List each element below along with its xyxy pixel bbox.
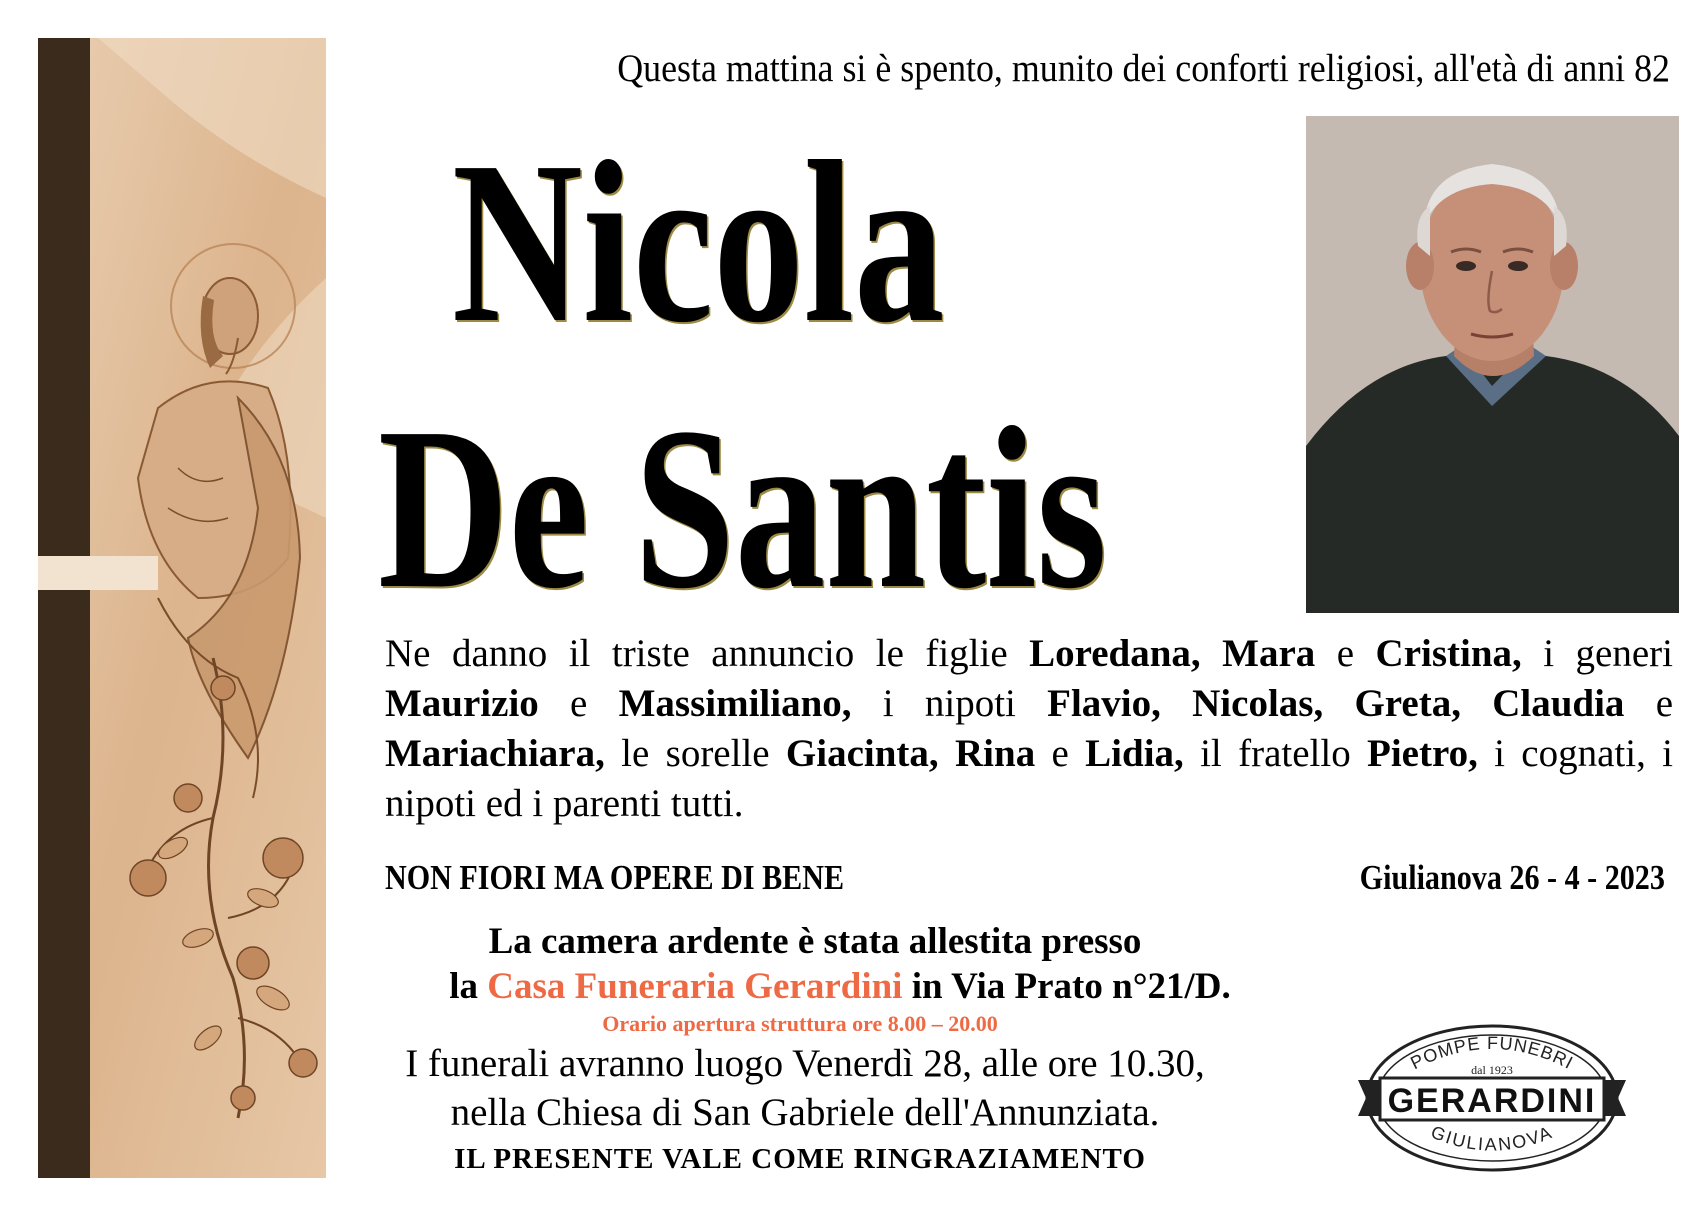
relative-name: Loredana, xyxy=(1029,632,1201,675)
no-flowers-notice: NON FIORI MA OPERE DI BENE xyxy=(385,858,845,897)
cross-band xyxy=(38,38,90,1178)
opening-hours: Orario apertura struttura ore 8.00 – 20.00 xyxy=(602,1011,998,1036)
relative-name: Giacinta, xyxy=(785,732,939,775)
deceased-last-name: De Santis xyxy=(378,380,1107,637)
relative-name: Flavio, xyxy=(1047,682,1161,725)
portrait-photo xyxy=(1306,116,1679,613)
cross-arm xyxy=(38,556,158,590)
announcement-text: Ne danno il triste annuncio le figlie Loredana, Mara e Cristina, i generi Maurizio e Massimiliano, i nipoti Flavio, Nicolas, Greta, Claudia e Mariachiara, le sorelle Giacinta, Rina e Lidia, il fratello Pietro, i cognati, i nipoti ed i parenti tutti. xyxy=(385,632,1673,825)
religious-illustration xyxy=(38,38,326,1178)
logo-since-text: dal 1923 xyxy=(1471,1063,1513,1077)
relative-name: Claudia xyxy=(1492,682,1625,725)
deceased-first-name: Nicola xyxy=(452,114,945,371)
relative-name: Mariachiara, xyxy=(385,732,605,775)
relative-name: Cristina, xyxy=(1375,632,1522,675)
relative-name: Maurizio xyxy=(385,682,539,725)
logo-city-text: GIULIANOVA xyxy=(1428,1121,1556,1155)
funeral-home-logo xyxy=(1352,1018,1632,1178)
logo-name-text: GERARDINI xyxy=(1387,1082,1597,1120)
funeral-home-name: Casa Funeraria Gerardini xyxy=(487,966,903,1007)
relative-name: Rina xyxy=(955,732,1036,775)
relative-name: Lidia, xyxy=(1085,732,1184,775)
chamber-line-2: la Casa Funeraria Gerardini in Via Prato n°21/D. xyxy=(449,966,1231,1007)
relative-name: Pietro, xyxy=(1367,732,1478,775)
funeral-line-2: nella Chiesa di San Gabriele dell'Annunziata. xyxy=(450,1091,1160,1134)
relative-name: Massimiliano, xyxy=(618,682,852,725)
logo-top-text: POMPE FUNEBRI xyxy=(1407,1032,1577,1074)
relative-name: Mara xyxy=(1222,632,1316,675)
place-and-date: Giulianova 26 - 4 - 2023 xyxy=(1359,858,1665,897)
chamber-line-1: La camera ardente è stata allestita presso xyxy=(488,921,1142,962)
funeral-line-1: I funerali avranno luogo Venerdì 28, alle ore 10.30, xyxy=(405,1042,1205,1085)
relative-name: Greta, xyxy=(1354,682,1461,725)
intro-text: Questa mattina si è spento, munito dei conforti religiosi, all'età di anni 82 xyxy=(617,47,1671,90)
thanks-notice: IL PRESENTE VALE COME RINGRAZIAMENTO xyxy=(454,1143,1146,1175)
relative-name: Nicolas, xyxy=(1192,682,1324,725)
